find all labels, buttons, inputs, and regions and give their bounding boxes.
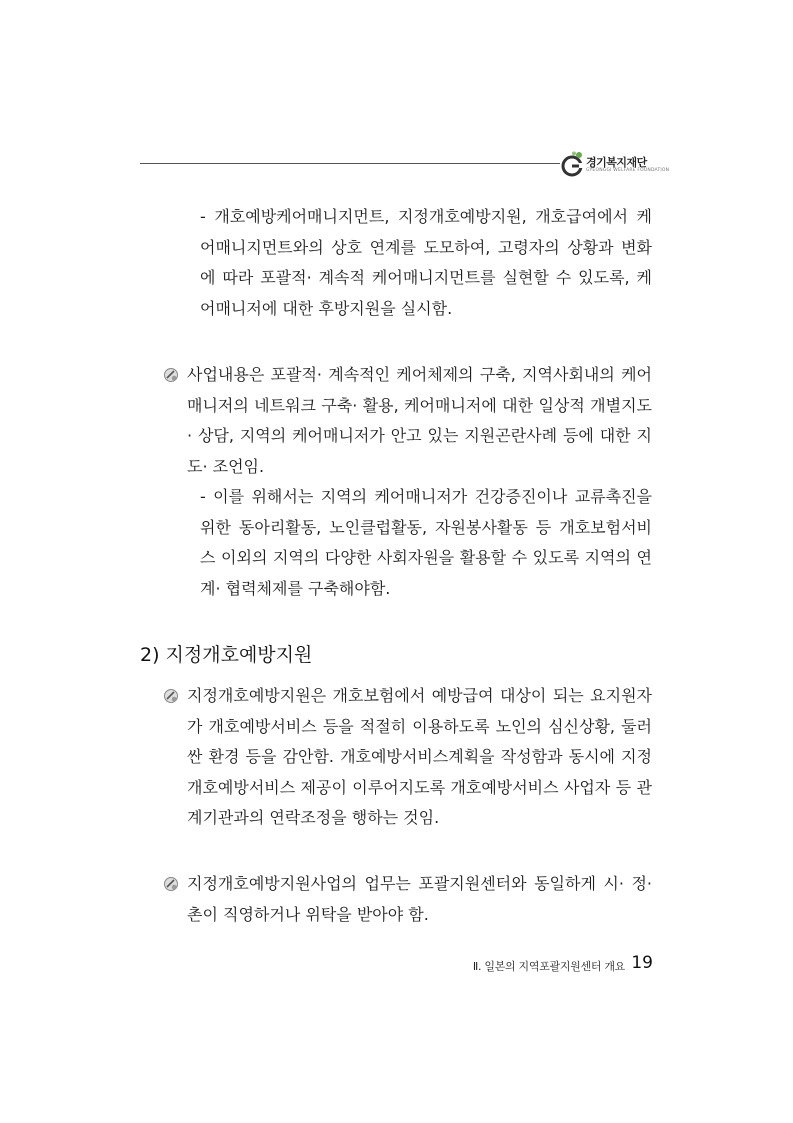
- paragraph-text: - 이를 위해서는 지역의 케어매니저가 건강증진이나 교류촉진을 위한 동아리활동, 노인클럽활동, 자원봉사활동 등 개호보험서비스 이외의 지역의 다양한 사회자원을 활용할 수 있도록 지역의 연계· 협력체제를 구축해야함.: [200, 487, 652, 598]
- footer-chapter-title: Ⅱ. 일본의 지역포괄지원센터 개요: [472, 960, 625, 973]
- logo-subtitle: GYEONGGI WELFARE FOUNDATION: [586, 168, 670, 173]
- section-title: 2) 지정개호예방지원: [140, 644, 313, 666]
- page-footer: [438, 953, 653, 977]
- paragraph-text: 지정개호예방지원사업의 업무는 포괄지원센터와 동일하게 시· 정· 촌이 직영하거나 위탁을 받아야 함.: [187, 874, 652, 924]
- paragraph-text: 지정개호예방지원은 개호보험에서 예방급여 대상이 되는 요지원자가 개호예방서비스 등을 적절히 이용하도록 노인의 심신상황, 둘러싼 환경 등을 감안함. 개호예방서비스계획을 작성함과 동시에 지정개호예방서비스 제공이 이루어지도록 개호예방서비스 사업자 등 관계기관과의 연락조정을 행하는 것임.: [187, 686, 652, 827]
- foundation-logo: [560, 150, 670, 180]
- bullet-paragraph-designated-support: [187, 681, 652, 834]
- page-number: 19: [631, 953, 653, 973]
- bullet-paragraph-business-content: [187, 360, 652, 482]
- bullet-icon: [163, 367, 179, 383]
- bullet-paragraph-business-duty: [187, 869, 652, 930]
- paragraph-text: - 개호예방케어매니지먼트, 지정개호예방지원, 개호급여에서 케어매니지먼트와의 상호 연계를 도모하여, 고령자의 상황과 변화에 따라 포괄적· 계속적 케어매니지먼트를 실현할 수 있도록, 케어매니저에 대한 후방지원을 실시함.: [200, 207, 652, 318]
- header-rule: [140, 163, 560, 164]
- foundation-logo-icon: [560, 150, 584, 178]
- paragraph-text: 사업내용은 포괄적· 계속적인 케어체제의 구축, 지역사회내의 케어매니저의 네트워크 구축· 활용, 케어매니저에 대한 일상적 개별지도· 상담, 지역의 케어매니저가 안고 있는 지원곤란사례 등에 대한 지도· 조언임.: [187, 365, 652, 476]
- logo-name: 경기복지재단: [586, 156, 647, 169]
- bullet-icon: [163, 876, 179, 892]
- paragraph-community-resources: [200, 482, 652, 604]
- bullet-icon: [163, 688, 179, 704]
- paragraph-support-backup: [200, 202, 652, 324]
